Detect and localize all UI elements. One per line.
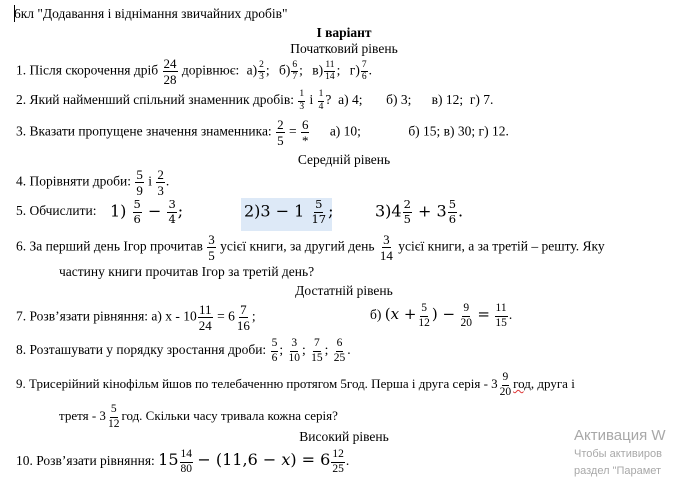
q5-p1-fraction-1: $\frac{5}{6}$ [133, 197, 141, 226]
question-6-line-1: 6. За перший день Ігор прочитав $\frac{3}{5}$ усієї книги, за другий день $\frac{3}{14}$ усієї книги, а за третій – решту. Яку [16, 232, 605, 263]
q1-option-c-label: в) [312, 62, 324, 78]
q2-text: 2. Який найменший спільний знаменник дробів: [16, 92, 295, 108]
q2-options: ? а) 4; б) 3; в) 12; г) 7. [325, 92, 494, 108]
question-1: 1. Після скорочення дріб $\frac{24}{28}$ дорівнює: а) $\frac{2}{3}$ ; б) $\frac{6}{7}$ ; в) $\frac{11}{14}$ ; г) $\frac{7}{6}$ . [16, 56, 372, 87]
q1-option-a-label: а) [246, 62, 258, 78]
question-9-line-2: третя - 3 $\frac{5}{12}$ год. Скільки часу тривала кожна серія? [59, 403, 338, 430]
question-5-label: 5. Обчислити: [16, 203, 97, 218]
q4-conjunction: і [148, 173, 153, 189]
q1-option-b-fraction: $\frac{6}{7}$ [292, 59, 298, 82]
activation-watermark-line-2: Чтобы активиров [574, 448, 662, 460]
q2-fraction-2: $\frac{1}{4}$ [318, 89, 324, 112]
q5-part-2: 2)3 − 1 $\frac{5}{17}$ ; [244, 197, 334, 226]
q9-fraction-2: $\frac{5}{12}$ [107, 403, 120, 430]
level-initial-heading: Початковий рівень [290, 41, 398, 56]
activation-watermark-line-3: раздел "Парамет [574, 465, 662, 477]
q1-text: 1. Після скорочення дріб [16, 62, 159, 78]
q1-fraction [163, 57, 178, 86]
q5-p3-fraction-1: $\frac{2}{5}$ [403, 197, 411, 226]
q1-option-a-fraction: $\frac{2}{3}$ [259, 59, 264, 82]
q8-fraction-2: $\frac{3}{10}$ [288, 337, 300, 364]
q7-a-fraction-2: $\frac{7}{16}$ [236, 302, 250, 333]
question-4: 4. Порівняти дроби: $\frac{5}{9}$ і $\frac{2}{3}$ . [16, 167, 170, 198]
q10-fraction-1: $\frac{14}{80}$ [180, 448, 193, 475]
question-3 [16, 118, 509, 147]
activation-watermark-title: Активация W [574, 427, 666, 444]
q8-fraction-1: $\frac{5}{6}$ [271, 337, 278, 364]
q9-fraction-1: $\frac{9}{20}$ [499, 371, 512, 398]
q7-b-fraction-2: $\frac{9}{20}$ [460, 302, 472, 329]
q2-conjunction: і [309, 92, 314, 108]
q4-text: 4. Порівняти дроби: [16, 173, 132, 189]
q1-tail: дорівнює: [181, 62, 240, 78]
q6-fraction-2: $\frac{3}{14}$ [379, 232, 393, 263]
q3-option-a: а) 10; [329, 123, 361, 139]
q3-fraction-1: $\frac{2}{5}$ [277, 117, 284, 148]
q1-option-c-fraction: $\frac{11}{14}$ [325, 59, 335, 82]
q3-equals: = [288, 123, 297, 139]
question-7-b: б) (𝑥 + $\frac{5}{12}$ ) − $\frac{9}{20}$ = $\frac{11}{15}$ . [370, 302, 513, 329]
document-title: 6кл "Додавання і віднімання звичайних дробів" [14, 6, 288, 21]
q5-p3-fraction-2: $\frac{5}{6}$ [448, 197, 457, 226]
q7-b-fraction-1: $\frac{5}{12}$ [418, 302, 430, 329]
q7-a-fraction-1: $\frac{11}{24}$ [198, 302, 212, 333]
q5-part-3: 3)4 $\frac{2}{5}$ + 3 $\frac{5}{6}$ . [375, 197, 464, 226]
q5-p1-fraction-2: $\frac{3}{4}$ [168, 197, 176, 226]
question-7-a: 7. Розв’язати рівняння: а) х - 10 $\frac{11}{24}$ = 6 $\frac{7}{16}$ ; [16, 302, 256, 333]
question-2 [16, 90, 493, 112]
q3-options-rest: б) 15; в) 30; г) 12. [408, 123, 509, 139]
q4-fraction-2: $\frac{2}{3}$ [157, 167, 164, 198]
level-high-heading: Високий рівень [299, 429, 389, 444]
q3-fraction-2: $\frac{6}{*}$ [301, 117, 309, 148]
question-10: 10. Розв’язати рівняння: 15 $\frac{14}{80}$ − (11,6 − 𝑥) = 6 $\frac{12}{25}$ . [16, 448, 350, 475]
q8-fraction-4: $\frac{6}{25}$ [333, 337, 346, 364]
q7-b-fraction-3: $\frac{11}{15}$ [495, 302, 507, 329]
numerator: 24 [163, 56, 177, 71]
question-9-line-1: 9. Трисерійний кінофільм йшов по телебаченню протягом 5год. Перша і друга серія - 3 $\frac{9}{20}$ год, друга і [16, 371, 575, 398]
q2-fraction-1: $\frac{1}{3}$ [299, 89, 305, 112]
question-6-line-2: частину книги прочитав Ігор за третій день? [59, 264, 315, 279]
q6-fraction-1: $\frac{3}{5}$ [208, 232, 215, 263]
level-middle-heading: Середній рівень [297, 152, 391, 167]
q4-fraction-1: $\frac{5}{9}$ [136, 167, 143, 198]
q8-fraction-3: $\frac{7}{15}$ [311, 337, 323, 364]
q1-option-d-label: г) [349, 62, 360, 78]
q1-option-b-label: б) [279, 62, 291, 78]
question-8: 8. Розташувати у порядку зростання дроби: $\frac{5}{6}$ ; $\frac{3}{10}$ ; $\frac{7}{15}$ ; $\frac{6}{25}$ . [16, 337, 351, 364]
denominator: 28 [163, 72, 177, 87]
q3-text: 3. Вказати пропущене значення знаменника: [16, 123, 272, 139]
q10-fraction-2: $\frac{12}{25}$ [332, 448, 344, 475]
q5-part-1: 1) $\frac{5}{6}$ − $\frac{3}{4}$ ; [110, 197, 184, 226]
level-sufficient-heading: Достатній рівень [295, 283, 393, 298]
variant-heading: І варіант [316, 25, 372, 40]
q5-p2-fraction: $\frac{5}{17}$ [311, 197, 327, 226]
q1-option-d-fraction: $\frac{7}{6}$ [361, 59, 367, 82]
